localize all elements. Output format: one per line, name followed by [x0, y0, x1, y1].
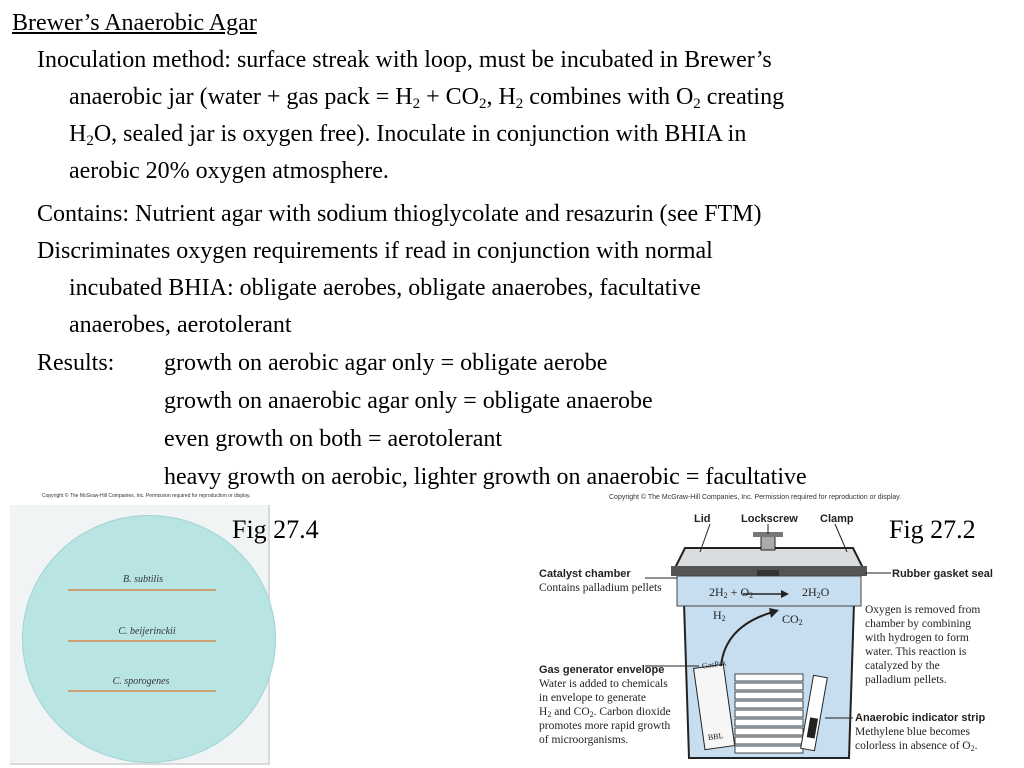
- inoculation-text: aerobic 20% oxygen atmosphere.: [69, 158, 389, 184]
- oxygen-note-line: water. This reaction is: [865, 646, 967, 658]
- inoculation-text: + CO: [420, 84, 479, 110]
- co2-label: [782, 612, 803, 626]
- discriminates-text: anaerobes, aerotolerant: [69, 312, 292, 338]
- oxygen-note-line: Oxygen is removed from: [865, 604, 981, 616]
- subscript: 2: [515, 96, 524, 112]
- inoculation-text: H: [69, 121, 87, 147]
- petri-plate-stack: [735, 674, 803, 753]
- clamp-label: [820, 512, 854, 526]
- gas-generator-line: promotes more rapid growth: [539, 720, 671, 732]
- inoculation-text: anaerobic jar (water + gas pack = H: [69, 84, 413, 110]
- subscript: 2: [970, 744, 975, 753]
- gasket-title: Rubber gasket seal: [892, 568, 993, 580]
- oxygen-note: [865, 603, 980, 687]
- contains-line: Contains: Nutrient agar with sodium thioglycolate and resazurin (see FTM): [37, 201, 762, 227]
- result-line: growth on anaerobic agar only = obligate anaerobe: [164, 388, 653, 414]
- reaction-equation: [709, 585, 753, 599]
- inoculation-text: creating: [700, 84, 785, 110]
- reaction-text: + O: [727, 585, 750, 599]
- lid-label: [694, 512, 711, 526]
- subscript: 2: [478, 96, 487, 112]
- h2-label: [713, 608, 726, 622]
- indicator-title: Anaerobic indicator strip: [855, 712, 986, 724]
- inoculation-text: , H: [486, 84, 516, 110]
- result-line: heavy growth on aerobic, lighter growth on anaerobic = facultative: [164, 464, 807, 490]
- subscript: 2: [547, 710, 552, 719]
- pellet-holder: [757, 570, 779, 576]
- fig-left-label: Fig 27.4: [232, 515, 319, 544]
- slide-title: Brewer’s Anaerobic Agar: [12, 10, 257, 36]
- h2-text: H: [713, 608, 722, 622]
- gaspak-label: GasPak: [701, 658, 727, 671]
- gas-generator-line: Water is added to chemicals: [539, 678, 668, 690]
- indicator-line: colorless in absence of O: [855, 740, 971, 752]
- subscript: 2: [412, 96, 421, 112]
- oxygen-note-line: palladium pellets.: [865, 674, 947, 686]
- inoculation-paragraph: [37, 42, 1024, 190]
- fig-right-copyright: Copyright © The McGraw-Hill Companies, Inc. Permission required for reproduction or display.: [609, 494, 902, 501]
- result-line: even growth on both = aerotolerant: [164, 426, 503, 452]
- bbl-label: BBL: [707, 730, 725, 743]
- reaction-product: [802, 585, 829, 599]
- discriminates-paragraph: [37, 233, 1024, 344]
- indicator-line: .: [974, 740, 978, 752]
- lid-text: Lid: [694, 513, 711, 525]
- subscript: 2: [721, 614, 726, 623]
- gas-generator-line: and CO: [551, 706, 590, 718]
- reaction-text: 2H: [802, 585, 817, 599]
- gasket-callout: [892, 567, 993, 581]
- petri-plate: [22, 515, 276, 763]
- gas-generator-line: . Carbon dioxide: [593, 706, 671, 718]
- streak-label: C. sporogenes: [112, 676, 170, 687]
- indicator-line: Methylene blue becomes: [855, 726, 970, 738]
- subscript: 2: [693, 96, 701, 112]
- catalyst-chamber: [677, 576, 861, 606]
- reaction-text: O: [820, 585, 830, 599]
- gas-generator-line: H: [539, 706, 548, 718]
- subscript: 2: [749, 591, 754, 600]
- clamp-text: Clamp: [820, 513, 854, 525]
- catalyst-chamber-callout: [539, 567, 662, 595]
- bacteria-streak: [68, 690, 216, 692]
- gas-generator-callout: [539, 663, 671, 747]
- discriminates-text: incubated BHIA: obligate aerobes, obligate anaerobes, facultative: [69, 275, 701, 301]
- fig-left-copyright: Copyright © The McGraw-Hill Companies, Inc. Permission required for reproduction or display.: [42, 493, 251, 499]
- streak-label: B. subtilis: [122, 574, 163, 585]
- streak-label: C. beijerinckii: [118, 626, 176, 637]
- oxygen-note-line: chamber by combining: [865, 618, 972, 630]
- subscript: 2: [798, 618, 803, 627]
- subscript: 2: [723, 591, 728, 600]
- co2-text: CO: [782, 612, 799, 626]
- subscript: 2: [86, 133, 94, 149]
- inoculation-line-1: Inoculation method: surface streak with loop, must be incubated in Brewer’s: [37, 47, 772, 73]
- bacteria-streak: [68, 589, 216, 591]
- lockscrew-text: Lockscrew: [741, 513, 798, 525]
- discriminates-text: Discriminates oxygen requirements if read in conjunction with normal: [37, 238, 713, 264]
- result-line: growth on aerobic agar only = obligate aerobe: [164, 350, 608, 376]
- inoculation-text: combines with O: [523, 84, 694, 110]
- jar-lid: [675, 548, 863, 568]
- lockscrew-label: [741, 512, 798, 526]
- inoculation-text: O, sealed jar is oxygen free). Inoculate in conjunction with BHIA in: [93, 121, 747, 147]
- gas-generator-line: in envelope to generate: [539, 692, 646, 704]
- bacteria-streak: [68, 640, 216, 642]
- oxygen-note-line: with hydrogen to form: [865, 632, 969, 644]
- subscript: 2: [589, 710, 594, 719]
- indicator-callout: [855, 711, 985, 753]
- gas-generator-line: of microorganisms.: [539, 734, 629, 746]
- gas-generator-title: Gas generator envelope: [539, 664, 665, 676]
- subscript: 2: [816, 591, 821, 600]
- reaction-text: 2H: [709, 585, 724, 599]
- catalyst-desc: Contains palladium pellets: [539, 582, 662, 594]
- catalyst-title: Catalyst chamber: [539, 568, 631, 580]
- results-label: Results:: [37, 350, 115, 376]
- fig-right-label: Fig 27.2: [889, 515, 976, 544]
- oxygen-note-line: catalyzed by the: [865, 660, 940, 672]
